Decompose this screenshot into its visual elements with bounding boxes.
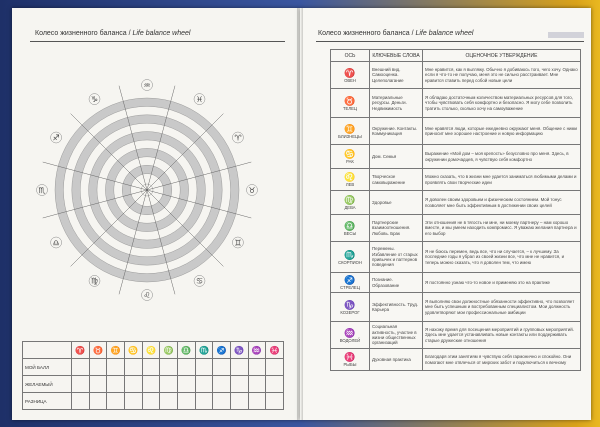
axis-name: СКОРПИОН	[338, 259, 362, 265]
book-gutter	[297, 8, 303, 420]
score-cell[interactable]	[72, 393, 90, 410]
score-cell[interactable]	[195, 393, 213, 410]
axis-cell	[331, 215, 370, 242]
score-cell[interactable]	[72, 359, 90, 376]
score-cell[interactable]	[177, 393, 195, 410]
keywords-cell: Дом. Семья	[370, 145, 423, 169]
score-cell[interactable]	[213, 359, 231, 376]
zodiac-sign-icon: ♌	[142, 342, 160, 359]
col-statement: ОЦЕНОЧНОЕ УТВЕРЖДЕНИЕ	[423, 50, 581, 62]
statement-cell: Мне нравятся люди, которые ежедневно окружают меня. Общение с ними приносит мне хорошее настроение и новую информацию	[423, 118, 581, 145]
spoke-arrow	[171, 279, 175, 294]
axis-name: ОВЕН	[344, 77, 356, 83]
axis-table-header	[331, 50, 581, 62]
score-cell[interactable]	[124, 376, 142, 393]
statement-cell: Я обладаю достаточным количеством материальных ресурсов для того, чтобы чувствовать себя комфортно и безопасно. Я могу себе позволить тратить столько, сколько хочу на самоуважение	[423, 89, 581, 118]
score-cell[interactable]	[266, 393, 284, 410]
axis-name: РАК	[346, 159, 354, 164]
score-cell[interactable]	[160, 359, 178, 376]
axis-name: ДЕВА	[344, 205, 356, 210]
table-row	[331, 191, 581, 215]
score-row	[23, 359, 284, 376]
keywords-cell: Перемены. Избавление от старых привычек и паттернов поведения	[370, 242, 423, 273]
table-row	[331, 293, 581, 322]
statement-cell: Я доволен своим здоровьем и физическим состоянием. Мой тонус позволяет мне быть эффективным в достижении своих целей	[423, 191, 581, 215]
statement-cell: Я постоянно узнаю что-то новое и применяю это на практике	[423, 273, 581, 293]
score-cell[interactable]	[248, 393, 266, 410]
score-row	[23, 393, 284, 410]
score-cell[interactable]	[142, 393, 160, 410]
spoke-arrow	[71, 255, 82, 266]
left-page-header	[35, 30, 190, 37]
keywords-cell: Духовная практика	[370, 349, 423, 371]
zodiac-sign-icon: ♐	[52, 133, 60, 143]
axis-cell	[331, 322, 370, 349]
statement-cell: Благодаря этим занятиям я чувствую себя гармонично и спокойно. Они помогают мне отвлечься от мирских забот и подключиться к вечному	[423, 349, 581, 371]
zodiac-sign-icon: ♊	[107, 342, 125, 359]
score-cell[interactable]	[142, 359, 160, 376]
header-ru: Колесо жизненного баланса	[35, 30, 127, 37]
score-cell[interactable]	[195, 359, 213, 376]
keywords-cell: Эффективность. Труд. Карьера	[370, 293, 423, 322]
zodiac-sign-icon: ♈	[344, 67, 356, 78]
zodiac-sign-icon: ♓	[344, 352, 356, 362]
score-cell[interactable]	[230, 359, 248, 376]
score-row-label: РАЗНИЦА	[23, 393, 72, 410]
keywords-cell: Материальные ресурсы. Деньги. Недвижимость	[370, 89, 423, 118]
score-cell[interactable]	[107, 359, 125, 376]
score-cell[interactable]	[142, 376, 160, 393]
score-cell[interactable]	[160, 376, 178, 393]
zodiac-sign-icon: ♑	[344, 299, 356, 310]
keywords-cell: Социальная активность, участие в жизни общественных организаций	[370, 322, 423, 349]
statement-cell: Я выполняю свои должностные обязанности эффективно, что позволяет мне быть успешным и востребованным специалистом. Мои должность удовлетворяют мои профессиональные амбиции	[423, 293, 581, 322]
score-cell[interactable]	[160, 393, 178, 410]
keywords-cell: Внешний вид. Самооценка. Целеполагание	[370, 62, 423, 89]
keywords-cell: Партнерские взаимоотношения. Любовь. Брак	[370, 215, 423, 242]
score-cell[interactable]	[230, 393, 248, 410]
zodiac-sign-icon: ♍	[344, 195, 356, 205]
statement-cell: Можно сказать, что в жизни мне удается заниматься любимыми делами и проявлять свои творческие идеи	[423, 169, 581, 191]
zodiac-sign-icon: ♒	[248, 342, 266, 359]
keywords-cell: Здоровье	[370, 191, 423, 215]
table-row	[331, 118, 581, 145]
score-cell[interactable]	[213, 376, 231, 393]
header-separator: /	[128, 30, 131, 37]
spoke-arrow	[43, 214, 58, 218]
zodiac-sign-icon: ♉	[344, 95, 356, 106]
statement-cell: Выражение «Мой дом – моя крепость» безусловно про меня. Здесь, в окружении домочадцев, я чувствую себя комфортно	[423, 145, 581, 169]
header-separator: /	[411, 30, 414, 37]
score-cell[interactable]	[89, 359, 107, 376]
zodiac-sign-icon: ♓	[195, 94, 204, 104]
zodiac-sign-icon: ♈	[234, 133, 242, 143]
score-row-label: ЖЕЛАЕМЫЙ	[23, 376, 72, 393]
score-cell[interactable]	[107, 393, 125, 410]
table-row	[331, 62, 581, 89]
zodiac-sign-icon: ♋	[195, 276, 204, 286]
axis-name: СТРЕЛЕЦ	[340, 285, 360, 290]
table-row	[331, 215, 581, 242]
table-row	[331, 349, 581, 371]
zodiac-sign-icon: ♐	[213, 342, 231, 359]
statement-cell: Мне нравится, как я выгляжу. Обычно я добиваюсь того, чего хочу. Однако если я что-то не получаю, меня это не сильно расстраивает. Мне нравится ставить перед собой новые цели	[423, 62, 581, 89]
spoke-arrow	[236, 214, 251, 218]
statement-cell: Я не боюсь перемен, ведь все, что ни случается, – к лучшему. За последние годы я убрал из своей жизни все, что мне не нравится, и теперь можно сказать, что я доволен тем, что имею	[423, 242, 581, 273]
score-cell[interactable]	[230, 376, 248, 393]
axis-cell	[331, 242, 370, 273]
score-cell[interactable]	[195, 376, 213, 393]
table-row	[331, 169, 581, 191]
spoke-arrow	[212, 255, 223, 266]
score-cell[interactable]	[89, 393, 107, 410]
score-symbol-row	[23, 342, 284, 359]
table-row	[331, 145, 581, 169]
score-row-label: МОЙ БАЛЛ	[23, 359, 72, 376]
zodiac-sign-icon: ♒	[344, 327, 356, 338]
table-row	[331, 89, 581, 118]
table-row	[331, 322, 581, 349]
zodiac-sign-icon: ♊	[234, 238, 242, 248]
score-cell[interactable]	[72, 376, 90, 393]
zodiac-sign-icon: ♉	[248, 185, 256, 195]
life-balance-wheel	[35, 60, 270, 330]
keywords-cell: Окружение. Контакты. Коммуникация	[370, 118, 423, 145]
right-page-header	[318, 30, 473, 37]
statement-cell: Я нахожу время для посещения мероприятий и групповых мероприятий. Здесь мне удается устанавливать новые контакты или поддерживать старые дружеские отношения	[423, 322, 581, 349]
zodiac-sign-icon: ♒	[143, 80, 151, 90]
score-cell[interactable]	[266, 376, 284, 393]
axis-cell	[331, 62, 370, 89]
zodiac-sign-icon: ♍	[160, 342, 178, 359]
spoke-arrow	[171, 86, 175, 101]
zodiac-sign-icon: ♌	[344, 172, 356, 182]
zodiac-sign-icon: ♌	[143, 290, 151, 300]
zodiac-sign-icon: ♊	[344, 123, 356, 134]
zodiac-sign-icon: ♉	[89, 342, 107, 359]
axis-cell	[331, 273, 370, 293]
score-cell[interactable]	[248, 376, 266, 393]
score-cell[interactable]	[89, 376, 107, 393]
axis-name: БЛИЗНЕЦЫ	[338, 133, 362, 139]
axis-cell	[331, 349, 370, 371]
axis-name: КОЗЕРОГ	[340, 309, 360, 315]
zodiac-sign-icon: ♎	[52, 238, 60, 248]
statement-cell: Эти отношения не в тягость ни мне, ни моему партнеру – нам хорошо вместе, и мы умеем находить компромисс. Я уважаю желания партнера и его выбор	[423, 215, 581, 242]
page-stamp	[548, 32, 584, 38]
spoke-arrow	[119, 279, 123, 294]
score-cell[interactable]	[177, 359, 195, 376]
axis-cell	[331, 191, 370, 215]
right-header-rule	[316, 41, 584, 42]
table-row	[331, 242, 581, 273]
axis-cell	[331, 89, 370, 118]
spoke-arrow	[119, 86, 123, 101]
score-cell[interactable]	[248, 359, 266, 376]
col-keywords: КЛЮЧЕВЫЕ СЛОВА	[370, 50, 423, 62]
zodiac-sign-icon: ♍	[90, 276, 99, 286]
score-row	[23, 376, 284, 393]
zodiac-sign-icon: ♋	[124, 342, 142, 359]
zodiac-sign-icon: ♏	[344, 249, 356, 260]
score-cell[interactable]	[266, 359, 284, 376]
header-en: Life balance wheel	[415, 30, 474, 37]
spoke-arrow	[212, 114, 223, 125]
zodiac-sign-icon: ♑	[230, 342, 248, 359]
axis-name: ТЕЛЕЦ	[343, 105, 357, 111]
axis-cell	[331, 293, 370, 322]
zodiac-sign-icon: ♏	[38, 185, 46, 195]
axis-cell	[331, 118, 370, 145]
table-row	[331, 273, 581, 293]
score-corner-cell	[23, 342, 72, 359]
score-cell[interactable]	[177, 376, 195, 393]
header-en: Life balance wheel	[132, 30, 191, 37]
header-ru: Колесо жизненного баланса	[318, 30, 410, 37]
zodiac-sign-icon: ♐	[344, 275, 356, 285]
keywords-cell: Творческое самовыражение	[370, 169, 423, 191]
score-cell[interactable]	[107, 376, 125, 393]
zodiac-sign-icon: ♑	[90, 94, 99, 104]
left-header-rule	[30, 41, 285, 42]
col-axis: ОСЬ	[331, 50, 370, 62]
zodiac-sign-icon: ♋	[344, 149, 356, 159]
axis-name: ВЕСЫ	[343, 230, 357, 236]
axis-cell	[331, 145, 370, 169]
keywords-cell: Познание. Образование	[370, 273, 423, 293]
score-cell[interactable]	[124, 359, 142, 376]
spoke-arrow	[43, 162, 58, 166]
spoke-arrow	[71, 114, 82, 125]
spoke-arrow	[236, 162, 251, 166]
zodiac-sign-icon: ♎	[344, 220, 356, 231]
zodiac-sign-icon: ♎	[177, 342, 195, 359]
axis-name: РЫБЫ	[343, 362, 357, 367]
zodiac-sign-icon: ♈	[72, 342, 90, 359]
zodiac-sign-icon: ♓	[266, 342, 284, 359]
axis-name: ВОДОЛЕЙ	[339, 337, 361, 343]
axis-table	[330, 49, 581, 371]
score-cell[interactable]	[213, 393, 231, 410]
axis-cell	[331, 169, 370, 191]
zodiac-sign-icon: ♏	[195, 342, 213, 359]
score-cell[interactable]	[124, 393, 142, 410]
score-table	[22, 341, 284, 410]
axis-name: ЛЕВ	[345, 182, 355, 187]
